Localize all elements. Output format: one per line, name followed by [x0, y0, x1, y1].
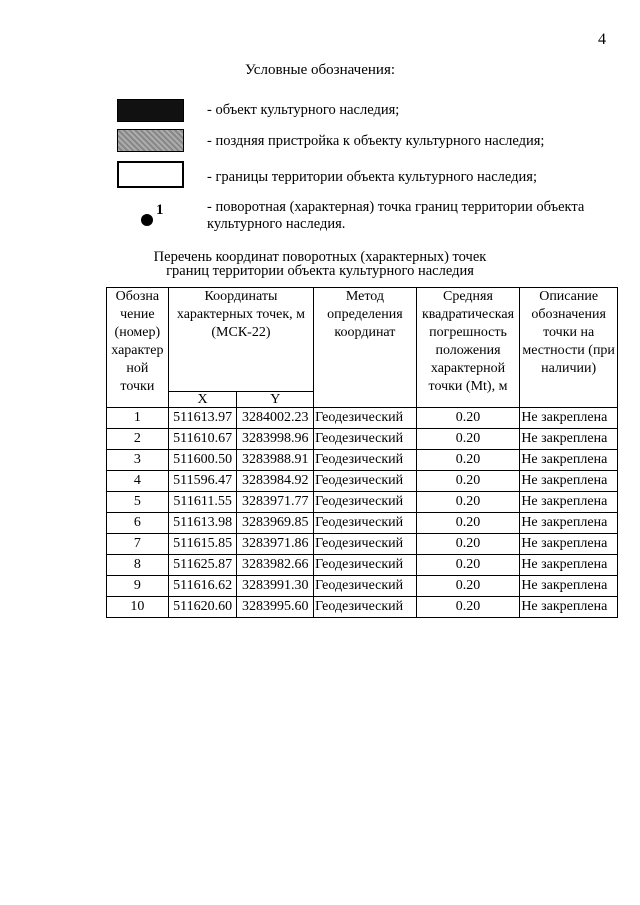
cell-description: Не закреплена — [520, 450, 618, 471]
cell-method: Геодезический — [314, 429, 417, 450]
cell-point-number: 10 — [107, 597, 169, 618]
legend-item-territory-boundary: - границы территории объекта культурного наследия; — [207, 169, 537, 185]
cell-point-number: 7 — [107, 534, 169, 555]
cell-error: 0.20 — [416, 450, 520, 471]
header-error: Средняя квадратическая погрешность положения характерной точки (Mt), м — [416, 288, 520, 408]
cell-method: Геодезический — [314, 597, 417, 618]
cell-x: 511610.67 — [168, 429, 237, 450]
legend-swatch-heritage-object — [117, 99, 184, 122]
cell-y: 3283969.85 — [237, 513, 314, 534]
cell-y: 3283998.96 — [237, 429, 314, 450]
list-title-line-1: Перечень координат поворотных (характерных) точек — [153, 249, 487, 265]
turning-point-icon — [141, 214, 153, 226]
cell-y: 3283991.30 — [237, 576, 314, 597]
list-title-line-2: границ территории объекта культурного наследия — [166, 263, 474, 279]
table-row — [107, 534, 618, 555]
cell-point-number: 3 — [107, 450, 169, 471]
cell-x: 511625.87 — [168, 555, 237, 576]
cell-description: Не закреплена — [520, 408, 618, 429]
legend-swatch-territory-boundary — [117, 161, 184, 188]
legend-swatch-late-extension — [117, 129, 184, 152]
cell-x: 511615.85 — [168, 534, 237, 555]
cell-error: 0.20 — [416, 576, 520, 597]
cell-method: Геодезический — [314, 513, 417, 534]
table-row — [107, 513, 618, 534]
cell-description: Не закреплена — [520, 534, 618, 555]
coordinates-list-title — [0, 250, 640, 278]
header-description: Описание обозначения точки на местности (при наличии) — [520, 288, 618, 408]
cell-method: Геодезический — [314, 555, 417, 576]
legend-title: Условные обозначения: — [244, 62, 396, 78]
cell-method: Геодезический — [314, 450, 417, 471]
cell-y: 3283971.86 — [237, 534, 314, 555]
cell-y: 3283971.77 — [237, 492, 314, 513]
table-row — [107, 555, 618, 576]
table-row — [107, 471, 618, 492]
turning-point-label: 1 — [156, 202, 164, 218]
table-row — [107, 408, 618, 429]
cell-point-number: 4 — [107, 471, 169, 492]
table-row — [107, 492, 618, 513]
cell-error: 0.20 — [416, 555, 520, 576]
cell-x: 511596.47 — [168, 471, 237, 492]
cell-method: Геодезический — [314, 408, 417, 429]
cell-x: 511613.97 — [168, 408, 237, 429]
cell-method: Геодезический — [314, 534, 417, 555]
header-y: Y — [237, 392, 314, 408]
cell-error: 0.20 — [416, 513, 520, 534]
legend-item-late-extension: - поздняя пристройка к объекту культурного наследия; — [207, 133, 545, 149]
table-row — [107, 576, 618, 597]
cell-y: 3283984.92 — [237, 471, 314, 492]
header-coordinates: Координаты характерных точек, м (МСК-22) — [168, 288, 313, 392]
cell-point-number: 6 — [107, 513, 169, 534]
cell-error: 0.20 — [416, 534, 520, 555]
cell-description: Не закреплена — [520, 555, 618, 576]
table-row — [107, 450, 618, 471]
cell-description: Не закреплена — [520, 429, 618, 450]
legend-item-heritage-object: - объект культурного наследия; — [207, 102, 400, 118]
cell-description: Не закреплена — [520, 576, 618, 597]
header-point-number: Обозна чение (номер) характер ной точки — [107, 288, 169, 408]
legend-item-turning-point: - поворотная (характерная) точка границ территории объекта культурного наследия. — [207, 199, 585, 232]
cell-description: Не закреплена — [520, 492, 618, 513]
cell-method: Геодезический — [314, 492, 417, 513]
cell-point-number: 9 — [107, 576, 169, 597]
cell-y: 3283988.91 — [237, 450, 314, 471]
cell-x: 511611.55 — [168, 492, 237, 513]
cell-method: Геодезический — [314, 471, 417, 492]
coordinates-table — [106, 287, 618, 618]
cell-point-number: 1 — [107, 408, 169, 429]
cell-error: 0.20 — [416, 429, 520, 450]
cell-description: Не закреплена — [520, 597, 618, 618]
page-number: 4 — [598, 31, 606, 48]
table-body — [107, 408, 618, 618]
cell-description: Не закреплена — [520, 471, 618, 492]
cell-method: Геодезический — [314, 576, 417, 597]
cell-y: 3283982.66 — [237, 555, 314, 576]
cell-error: 0.20 — [416, 471, 520, 492]
cell-description: Не закреплена — [520, 513, 618, 534]
cell-point-number: 5 — [107, 492, 169, 513]
cell-x: 511600.50 — [168, 450, 237, 471]
cell-y: 3284002.23 — [237, 408, 314, 429]
cell-error: 0.20 — [416, 597, 520, 618]
cell-x: 511613.98 — [168, 513, 237, 534]
cell-point-number: 8 — [107, 555, 169, 576]
cell-x: 511620.60 — [168, 597, 237, 618]
table-row — [107, 429, 618, 450]
cell-error: 0.20 — [416, 492, 520, 513]
table-header-row — [107, 288, 618, 392]
cell-x: 511616.62 — [168, 576, 237, 597]
cell-y: 3283995.60 — [237, 597, 314, 618]
table-row — [107, 597, 618, 618]
cell-error: 0.20 — [416, 408, 520, 429]
cell-point-number: 2 — [107, 429, 169, 450]
header-method: Метод определения координат — [314, 288, 417, 408]
header-x: X — [168, 392, 237, 408]
